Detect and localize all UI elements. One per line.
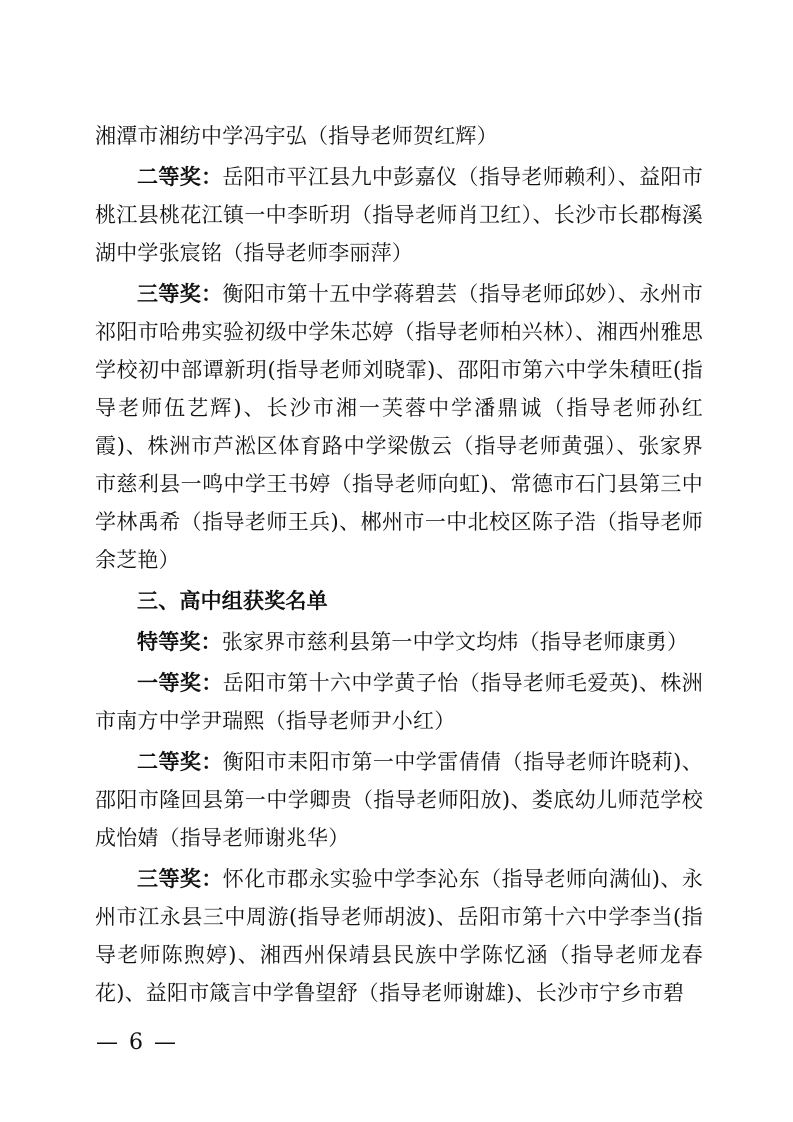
senior-special-prize-text: 张家界市慈利县第一中学文均炜（指导老师康勇） — [221, 630, 689, 654]
senior-first-prize-paragraph — [95, 664, 703, 740]
junior-third-prize-text: 衡阳市第十五中学蒋碧芸（指导老师邱妙）、永州市祁阳市哈弗实验初级中学朱芯婷（指导老师柏兴林）、湘西州雅思学校初中部谭新玥(指导老师刘晓霏)、邵阳市第六中学朱積旺(指导老师伍艺辉)、长沙市湘一芙蓉中学潘鼎诚（指导老师孙红霞)、株洲市芦淞区体育路中学梁傲云（指导老师黄强）、张家界市慈利县一鸣中学王书婷（指导老师向虹)、常德市石门县第三中学林禹希（指导老师王兵)、郴州市一中北校区陈子浩（指导老师余芝艳） — [95, 282, 703, 572]
senior-special-prize-label: 特等奖： — [137, 630, 222, 654]
junior-second-prize-text: 岳阳市平江县九中彭嘉仪（指导老师赖利）、益阳市桃江县桃花江镇一中李昕玥（指导老师肖卫红）、长沙市长郡梅溪湖中学张宸铭（指导老师李丽萍） — [95, 165, 703, 265]
senior-third-prize-text: 怀化市郡永实验中学李沁东（指导老师向满仙)、永州市江永县三中周游(指导老师胡波)、岳阳市第十六中学李当(指导老师陈煦婷)、湘西州保靖县民族中学陈忆涵（指导老师龙春花)、益阳市箴言中学鲁望舒（指导老师谢雄)、长沙市宁乡市碧 — [95, 867, 703, 1005]
junior-third-prize-label: 三等奖： — [137, 282, 223, 306]
senior-first-prize-label: 一等奖： — [137, 671, 223, 695]
page-number: — 6 — — [96, 1030, 178, 1055]
senior-third-prize-paragraph — [95, 860, 703, 1012]
junior-second-prize-label: 二等奖： — [137, 165, 223, 189]
junior-second-prize-paragraph — [95, 158, 703, 272]
senior-special-prize-paragraph — [95, 623, 703, 661]
junior-third-prize-paragraph — [95, 275, 703, 579]
senior-second-prize-text: 衡阳市耒阳市第一中学雷倩倩（指导老师许晓莉)、邵阳市隆回县第一中学卿贵（指导老师阳放)、娄底幼儿师范学校成怡婧（指导老师谢兆华） — [95, 750, 703, 850]
senior-second-prize-label: 二等奖： — [137, 750, 223, 774]
senior-section-heading: 三、高中组获奖名单 — [137, 589, 328, 613]
senior-first-prize-text: 岳阳市第十六中学黄子怡（指导老师毛爱英)、株洲市南方中学尹瑞熙（指导老师尹小红） — [95, 671, 703, 733]
continuation-text: 湘潭市湘纺中学冯宇弘（指导老师贺红辉） — [95, 124, 498, 148]
senior-second-prize-paragraph — [95, 743, 703, 857]
senior-third-prize-label: 三等奖： — [137, 867, 223, 891]
document-body — [95, 117, 703, 1012]
continuation-paragraph — [95, 117, 703, 155]
